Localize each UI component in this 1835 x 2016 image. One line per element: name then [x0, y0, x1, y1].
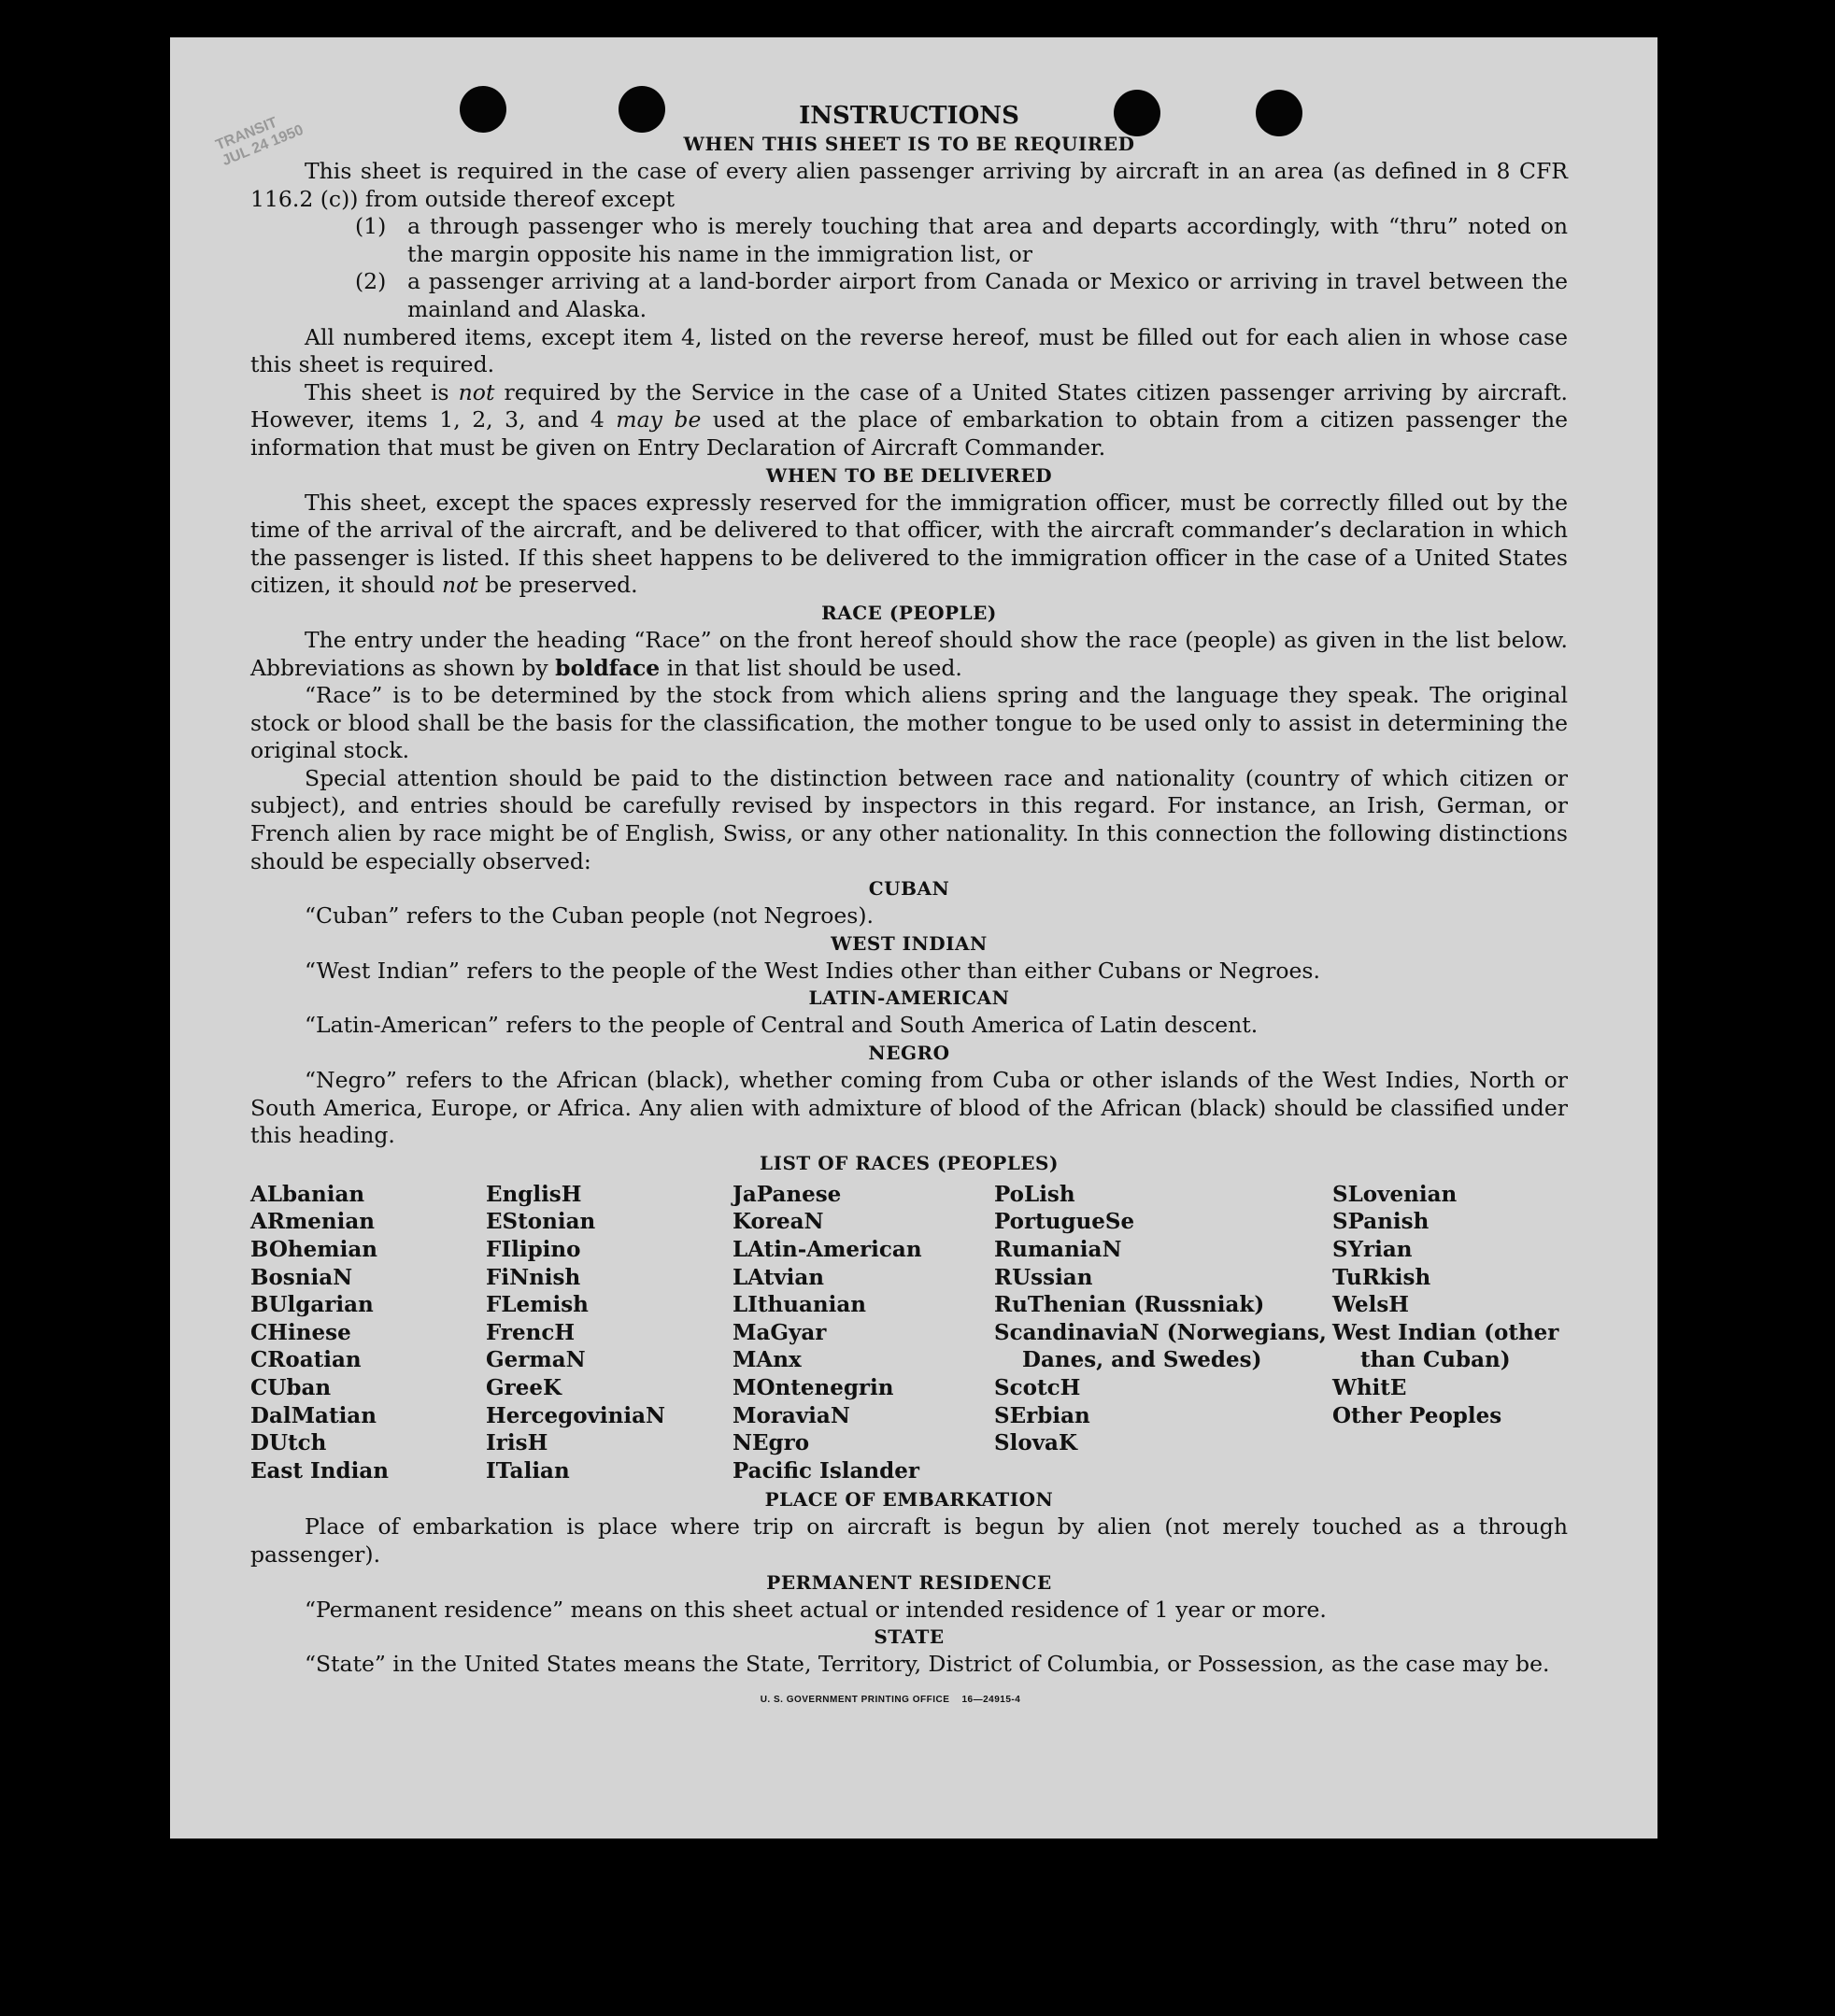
race-entry: FrencH — [486, 1319, 576, 1345]
race-entry: LAtin-American — [733, 1237, 922, 1262]
paragraph: This sheet is required in the case of every alien passenger arriving by aircraft in an area (as defined in 8 CFR 116.2 (c)) from outside thereof except — [250, 158, 1568, 212]
section-heading: STATE — [874, 1626, 945, 1649]
item-text: a through passenger who is merely touching that area and departs accordingly, with “thru” noted on the margin opposite his name in the immigration list, or — [407, 213, 1568, 267]
section-heading: LIST OF RACES (PEOPLES) — [760, 1151, 1059, 1174]
race-entry: DalMatian — [250, 1402, 377, 1428]
race-entry: East Indian — [250, 1457, 389, 1484]
race-entry: SLovenian — [1332, 1181, 1458, 1207]
race-entry: EStonian — [486, 1209, 596, 1235]
race-entry: CUban — [250, 1374, 332, 1400]
race-column — [733, 1181, 994, 1485]
section-heading: LATIN-AMERICAN — [808, 987, 1010, 1010]
paragraph: This sheet, except the spaces expressly reserved for the immigration officer, must be correctly filled out by the time of the arrival of the aircraft, and be delivered to that officer, with the aircraft commander’s declaration in which the passenger is listed. If this sheet happens to be delivered to the immigration officer in the case of a United States citizen, it should not be preserved. — [250, 489, 1568, 599]
paragraph: Special attention should be paid to the distinction between race and nationality (country of which citizen or subject), and entries should be carefully revised by inspectors in this regard. For instance, an Irish, German, or French alien by race might be of English, Swiss, or any other nationality. In this connection the following distinctions should be especially observed: — [250, 764, 1568, 874]
paragraph: “Cuban” refers to the Cuban people (not Negroes). — [305, 902, 875, 930]
item-text: a passenger arriving at a land-border airport from Canada or Mexico or arriving in travel between the mainland and Alaska. — [407, 268, 1568, 322]
race-entry: Pacific Islander — [733, 1457, 919, 1484]
section-heading: RACE (PEOPLE) — [821, 601, 997, 624]
race-entry: MaGyar — [733, 1319, 827, 1345]
race-entry: BOhemian — [250, 1237, 377, 1262]
race-entry: SlovaK — [994, 1430, 1077, 1456]
race-entry: CHinese — [250, 1319, 351, 1345]
race-entry: ITalian — [486, 1457, 570, 1484]
race-entry: RUssian — [994, 1264, 1093, 1290]
race-entry: RumaniaN — [994, 1237, 1122, 1262]
section-heading: WHEN TO BE DELIVERED — [765, 463, 1053, 487]
race-entry: GreeK — [486, 1374, 562, 1400]
race-entry: ScandinaviaN (Norwegians, Danes, and Swedes) — [994, 1319, 1327, 1373]
section-heading: WEST INDIAN — [831, 931, 988, 955]
paragraph: This sheet is not required by the Service in the case of a United States citizen passenger arriving by aircraft. However, items 1, 2, 3, and 4 may be used at the place of embarkation to obtain from a citizen passenger the information that must be given on Entry Declaration of Aircraft Commander. — [250, 378, 1569, 461]
race-entry: PortugueSe — [994, 1209, 1135, 1235]
race-entry: SErbian — [994, 1402, 1090, 1428]
race-entry: HercegoviniaN — [486, 1402, 666, 1428]
race-entry: SPanish — [1332, 1209, 1430, 1235]
item-number: (2) — [355, 268, 387, 295]
race-entry: FiNnish — [486, 1264, 581, 1290]
race-entry: NEgro — [733, 1430, 810, 1456]
race-list — [250, 1181, 1568, 1485]
race-entry: TuRkish — [1332, 1264, 1431, 1290]
race-entry: West Indian (other than Cuban) — [1332, 1319, 1559, 1373]
race-entry: Other Peoples — [1332, 1402, 1502, 1428]
race-entry: ARmenian — [250, 1209, 376, 1235]
race-entry: EnglisH — [486, 1181, 582, 1207]
race-entry: LAtvian — [733, 1264, 824, 1290]
paragraph: “Latin-American” refers to the people of Central and South America of Latin descent. — [305, 1012, 1259, 1039]
race-entry: PoLish — [994, 1181, 1075, 1207]
race-entry: MoraviaN — [733, 1402, 850, 1428]
race-entry: GermaN — [486, 1347, 586, 1373]
paragraph: “Negro” refers to the African (black), whether coming from Cuba or other islands of the West Indies, North or South America, Europe, or Africa. Any alien with admixture of blood of the African (black) should be classified under this heading. — [250, 1067, 1568, 1149]
paragraph: Place of embarkation is place where trip on aircraft is begun by alien (not merely touched as a through passenger). — [250, 1513, 1568, 1568]
race-entry: JaPanese — [733, 1181, 842, 1207]
paragraph: All numbered items, except item 4, listed on the reverse hereof, must be filled out for each alien in whose case this sheet is required. — [250, 323, 1568, 378]
race-entry: ScotcH — [994, 1374, 1081, 1400]
received-stamp: TRANSIT JUL 24 1950 — [213, 114, 306, 170]
race-entry: WelsH — [1332, 1292, 1410, 1318]
race-column — [1332, 1181, 1568, 1485]
section-heading: CUBAN — [868, 877, 950, 901]
race-entry: DUtch — [250, 1430, 327, 1456]
instructions-text — [250, 101, 1568, 1713]
race-column — [994, 1181, 1332, 1485]
paragraph: “West Indian” refers to the people of the West Indies other than either Cubans or Negroes. — [305, 957, 1320, 984]
race-entry: SYrian — [1332, 1237, 1413, 1262]
printer-imprint: U. S. GOVERNMENT PRINTING OFFICE 16—24915-4 — [760, 1694, 1021, 1705]
exception-item — [250, 213, 1568, 268]
race-entry: KoreaN — [733, 1209, 824, 1235]
race-entry: WhitE — [1332, 1374, 1407, 1400]
section-heading: PERMANENT RESIDENCE — [766, 1570, 1052, 1594]
race-entry: IrisH — [486, 1430, 548, 1456]
race-entry: CRoatian — [250, 1347, 362, 1373]
paragraph: “Permanent residence” means on this sheet actual or intended residence of 1 year or more. — [305, 1596, 1327, 1623]
race-entry: MOntenegrin — [733, 1374, 894, 1400]
race-entry: LIthuanian — [733, 1292, 866, 1318]
paragraph: “Race” is to be determined by the stock from which aliens spring and the language they speak. The original stock or blood shall be the basis for the classification, the mother tongue to be used only to assist in determining the original stock. — [250, 682, 1568, 764]
section-heading: PLACE OF EMBARKATION — [764, 1488, 1054, 1512]
race-column — [486, 1181, 733, 1485]
race-entry: BUlgarian — [250, 1292, 374, 1318]
race-column — [250, 1181, 486, 1485]
page-title: INSTRUCTIONS — [799, 102, 1019, 130]
section-heading: WHEN THIS SHEET IS TO BE REQUIRED — [683, 133, 1135, 155]
section-heading: NEGRO — [868, 1042, 950, 1065]
paragraph: The entry under the heading “Race” on the front hereof should show the race (people) as given in the list below. Abbreviations as shown by boldface in that list should be used. — [250, 626, 1568, 681]
race-entry: FLemish — [486, 1292, 589, 1318]
paragraph: “State” in the United States means the State, Territory, District of Columbia, or Possession, as the case may be. — [305, 1651, 1550, 1678]
exception-item — [250, 268, 1568, 323]
race-entry: MAnx — [733, 1347, 802, 1373]
race-entry: BosniaN — [250, 1264, 353, 1290]
race-entry: ALbanian — [250, 1181, 365, 1207]
race-entry: FIlipino — [486, 1237, 581, 1262]
item-number: (1) — [355, 213, 387, 240]
race-entry: RuThenian (Russniak) — [994, 1292, 1265, 1318]
